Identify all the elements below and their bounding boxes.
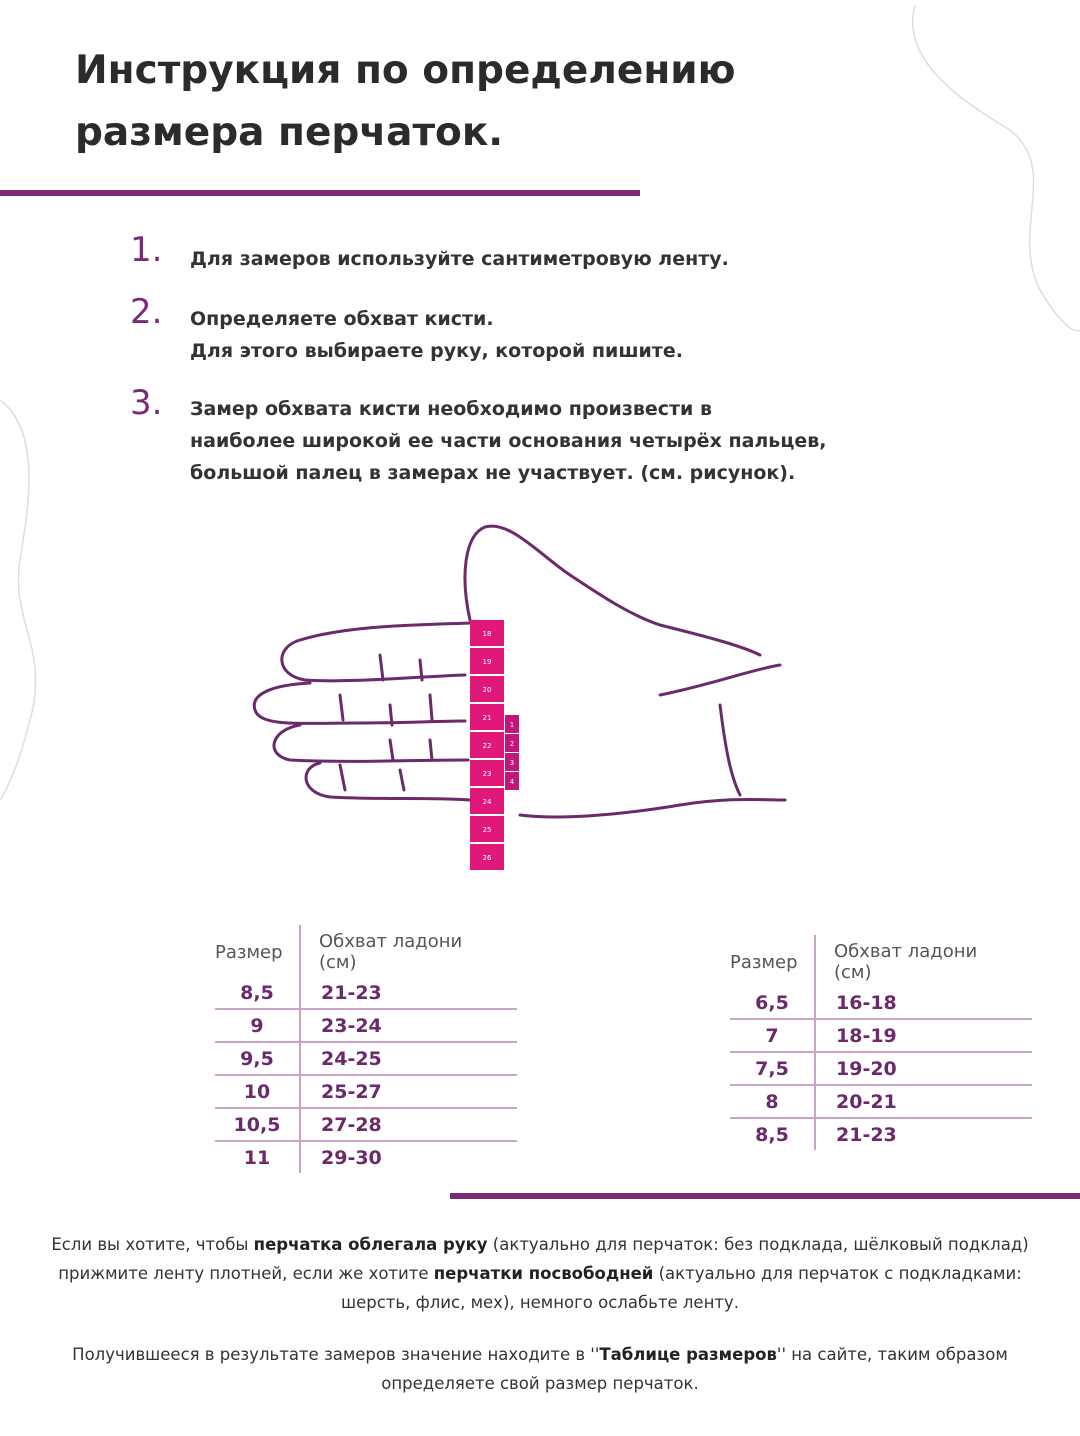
size-cell: 10,5 [215, 1108, 300, 1141]
table-header: Размер [730, 935, 815, 987]
palm-bottom [520, 799, 785, 817]
tape-label: 23 [482, 770, 492, 778]
girth-cell: 19-20 [815, 1052, 1032, 1085]
size-cell: 7 [730, 1019, 815, 1052]
step-line: наиболее широкой ее части основания четырёх пальцев, [190, 430, 827, 452]
size-cell: 6,5 [730, 987, 815, 1019]
hand-illustration [240, 515, 800, 875]
table-row [215, 1009, 517, 1042]
wrist [660, 665, 780, 695]
size-cell: 8,5 [730, 1118, 815, 1150]
tape-label: 26 [482, 854, 492, 862]
tape-label: 18 [482, 630, 492, 638]
step-line: Замер обхвата кисти необходимо произвести в [190, 398, 712, 420]
step-number: 2. [130, 292, 163, 332]
girth-cell: 23-24 [300, 1009, 517, 1042]
tape-side-label: 4 [509, 778, 515, 786]
step-text [190, 243, 729, 275]
note-bold: перчатка облегала руку [253, 1235, 488, 1254]
section-divider [450, 1193, 1080, 1199]
fit-note [30, 1230, 1050, 1317]
girth-cell: 16-18 [815, 987, 1032, 1019]
measuring-tape [470, 620, 519, 870]
note-text: '' на сайте, таким образом определяете свой размер перчаток. [381, 1345, 1008, 1393]
table-header: Размер [215, 925, 300, 977]
size-cell: 9 [215, 1009, 300, 1042]
table-header: Обхват ладони (см) [834, 941, 978, 983]
table-header: Обхват ладони (см) [319, 931, 463, 973]
note-bold: Таблице размеров [599, 1345, 777, 1364]
little-finger [306, 763, 470, 800]
table-row [215, 1141, 517, 1173]
girth-cell: 24-25 [300, 1042, 517, 1075]
girth-cell: 25-27 [300, 1075, 517, 1108]
tape-label: 25 [482, 826, 492, 834]
size-cell: 9,5 [215, 1042, 300, 1075]
note-text: (актуально для перчаток с подкладками: шерсть, флис, мех), немного ослабьте ленту. [341, 1264, 1022, 1312]
step-text [190, 393, 827, 489]
tape-label: 21 [482, 714, 492, 722]
tape-side-label: 1 [509, 721, 515, 729]
girth-cell: 27-28 [300, 1108, 517, 1141]
table-row [730, 1118, 1032, 1150]
table-row [215, 1108, 517, 1141]
table-row [730, 1019, 1032, 1052]
step-number: 1. [130, 230, 163, 270]
step-line: большой палец в замерах не участвует. (см. рисунок). [190, 462, 796, 484]
middle-finger [254, 683, 465, 723]
step-line: Для замеров используйте сантиметровую ленту. [190, 248, 729, 270]
table-row [730, 1052, 1032, 1085]
size-cell: 8 [730, 1085, 815, 1118]
title-line-1: Инструкция по определению [75, 48, 736, 93]
step-line: Для этого выбираете руку, которой пишите. [190, 340, 683, 362]
tape-side-label: 2 [509, 740, 515, 748]
girth-cell: 20-21 [815, 1085, 1032, 1118]
table-row [215, 1042, 517, 1075]
size-table-large [215, 925, 517, 1173]
girth-cell: 21-23 [836, 1123, 897, 1146]
girth-cell: 29-30 [321, 1146, 382, 1169]
title-line-2: размера перчаток. [75, 110, 504, 155]
result-note [30, 1340, 1050, 1398]
step-line: Определяете обхват кисти. [190, 308, 494, 330]
table-row [215, 1075, 517, 1108]
size-cell: 11 [215, 1141, 300, 1173]
tape-label: 19 [482, 658, 492, 666]
size-cell: 7,5 [730, 1052, 815, 1085]
index-finger [282, 623, 470, 681]
table-row [730, 1085, 1032, 1118]
tape-label: 24 [482, 798, 492, 806]
step-number: 3. [130, 383, 163, 423]
title-divider [0, 190, 640, 196]
tape-label: 20 [482, 686, 492, 694]
girth-cell: 21-23 [300, 977, 517, 1009]
page-title [75, 40, 736, 164]
size-table-small [730, 935, 1032, 1150]
size-cell: 10 [215, 1075, 300, 1108]
table-row [215, 977, 517, 1009]
girth-cell: 18-19 [815, 1019, 1032, 1052]
note-text: (актуально для перчаток: без подклада, шёлковый подклад) прижмите ленту плотней, если же хотите [58, 1235, 1029, 1283]
table-row [730, 987, 1032, 1019]
thumb [465, 526, 760, 655]
ring-finger [274, 725, 468, 761]
note-text: Если вы хотите, чтобы [51, 1235, 254, 1254]
size-cell: 8,5 [215, 977, 300, 1009]
tape-label: 22 [482, 742, 492, 750]
step-text [190, 303, 683, 367]
tape-side-label: 3 [509, 759, 515, 767]
note-text: Получившееся в результате замеров значение находите в '' [72, 1345, 600, 1364]
note-bold: перчатки посвободней [433, 1264, 654, 1283]
